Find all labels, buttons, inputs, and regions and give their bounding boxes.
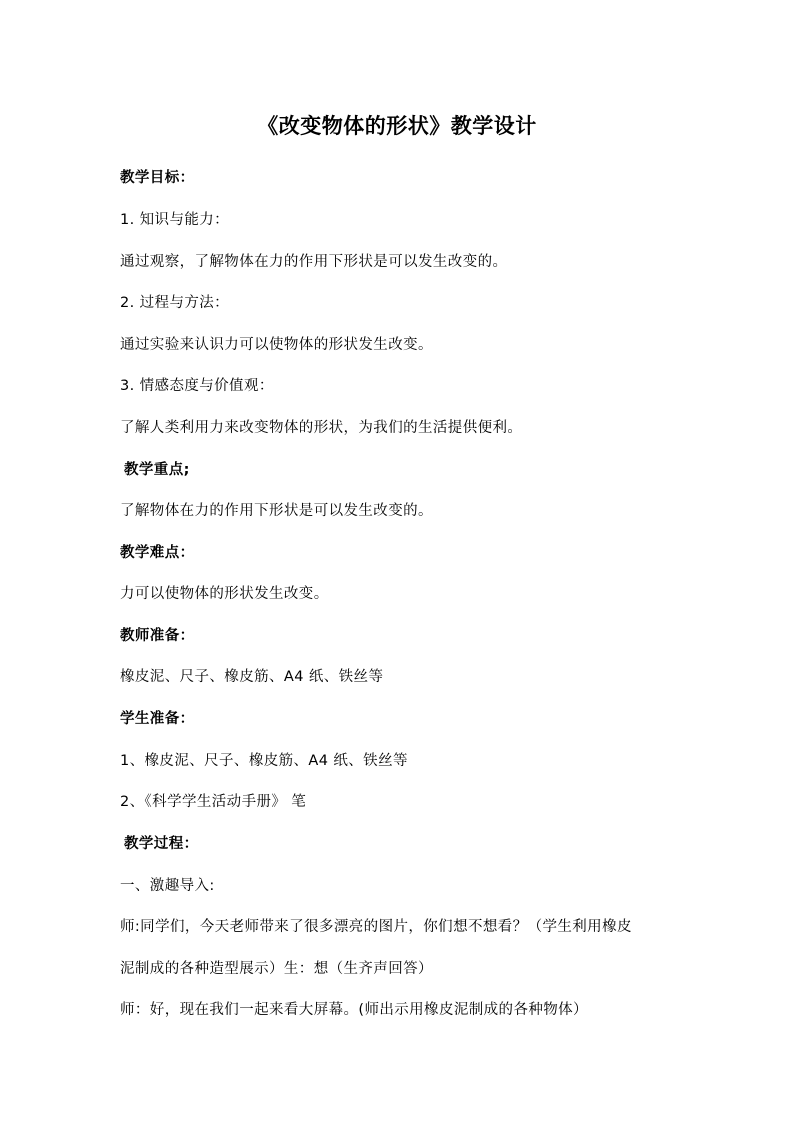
process-paragraph-line-3: 师：好，现在我们一起来看大屏幕。(师出示用橡皮泥制成的各种物体） [120,1002,588,1018]
heading-teaching-objectives: 教学目标： [120,170,195,186]
objective-1-heading: 1. 知识与能力： [120,212,230,228]
objective-3-text: 了解人类利用力来改变物体的形状，为我们的生活提供便利。 [120,420,523,436]
objective-1-text: 通过观察，了解物体在力的作用下形状是可以发生改变的。 [120,254,508,270]
student-preparation-item-1: 1、橡皮泥、尺子、橡皮筋、A4 纸、铁丝等 [120,753,408,769]
process-paragraph-line-1: 师:同学们，今天老师带来了很多漂亮的图片，你们想不想看？（学生利用橡皮 [120,919,632,935]
teacher-preparation-text: 橡皮泥、尺子、橡皮筋、A4 纸、铁丝等 [120,669,384,685]
process-step-1-heading: 一、激趣导入: [120,878,215,894]
objective-2-text: 通过实验来认识力可以使物体的形状发生改变。 [120,337,433,353]
heading-student-preparation: 学生准备： [120,711,195,727]
heading-difficulties: 教学难点： [120,545,195,561]
heading-teaching-process: 教学过程： [124,836,199,852]
process-paragraph-line-2: 泥制成的各种造型展示）生：想（生齐声回答） [120,961,433,977]
student-preparation-item-2: 2、《科学学生活动手册》 笔 [120,794,307,810]
objective-3-heading: 3. 情感态度与价值观： [120,378,274,394]
document-title: 《改变物体的形状》教学设计 [257,113,537,138]
key-points-text: 了解物体在力的作用下形状是可以发生改变的。 [120,503,433,519]
objective-2-heading: 2. 过程与方法： [120,295,230,311]
difficulties-text: 力可以使物体的形状发生改变。 [120,586,329,602]
heading-key-points: 教学重点; [124,462,190,478]
heading-teacher-preparation: 教师准备： [120,628,195,644]
